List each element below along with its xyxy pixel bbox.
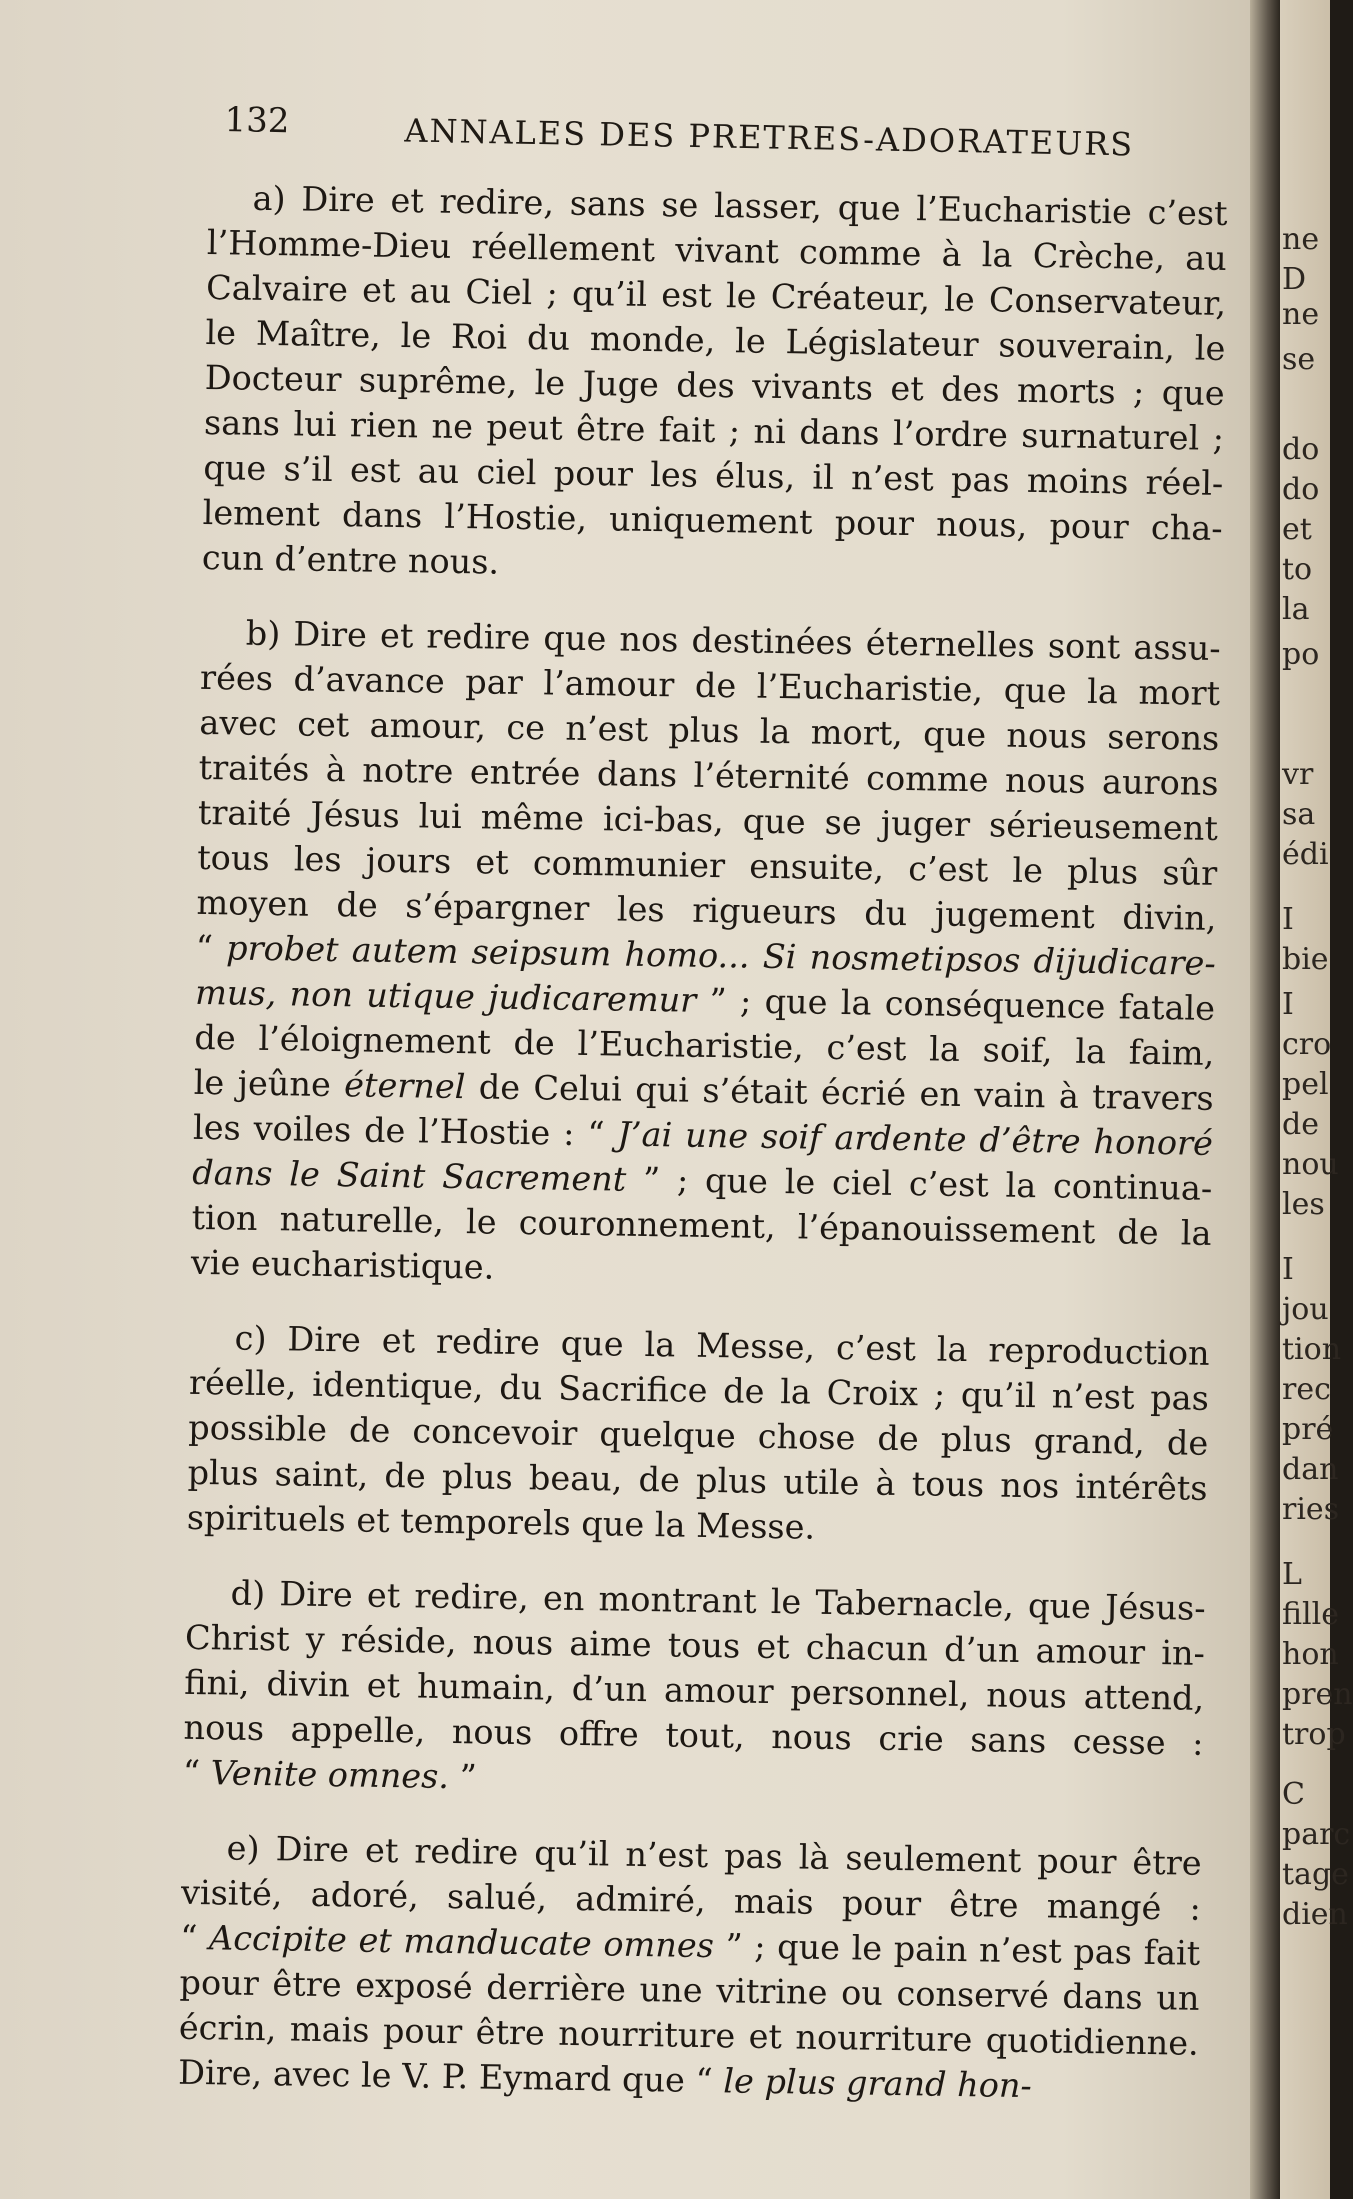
italic-text: probet autem seipsum homo... Si nosmetipsos dijudicare- xyxy=(225,928,1217,983)
text-run: moyen de s’épargner les rigueurs du jugement divin, xyxy=(196,882,1217,938)
text-run: “ xyxy=(195,927,227,968)
text-run: d) Dire et redire, en montrant le Tabernacle, que Jésus- xyxy=(230,1573,1206,1628)
text-run: tous les jours et communier ensuite, c’est le plus sûr xyxy=(196,837,1218,893)
facing-page-fragment: jou xyxy=(1282,1292,1329,1327)
facing-page-fragment: dien xyxy=(1282,1897,1348,1932)
facing-page-fragment: I xyxy=(1282,987,1294,1022)
facing-page-fragment: et xyxy=(1282,512,1312,547)
italic-text: J’ai une soif ardente d’être honoré xyxy=(617,1114,1214,1163)
paragraph xyxy=(187,1315,1250,1557)
text-run: Dire, avec le V. P. Eymard que “ xyxy=(177,2052,724,2101)
facing-page-fragment: po xyxy=(1282,637,1320,672)
facing-page-fragment: édi xyxy=(1282,837,1329,872)
text-run: de l’éloignement de l’Eucharistie, c’est la soif, la faim, xyxy=(194,1017,1215,1073)
facing-page-fragment: de xyxy=(1282,1107,1319,1142)
facing-page-fragment: tage xyxy=(1282,1857,1349,1892)
italic-text: éternel xyxy=(343,1065,466,1107)
facing-page-fragment: I xyxy=(1282,1252,1294,1287)
text-run: traités à notre entrée dans l’éternité comme nous aurons xyxy=(198,747,1219,803)
text-run: visité, adoré, salué, admiré, mais pour être mangé : xyxy=(180,1872,1202,1928)
facing-page-fragment: ne xyxy=(1282,297,1320,332)
text-run: e) Dire et redire qu’il n’est pas là seulement pour être xyxy=(226,1828,1202,1883)
facing-page-fragment: la xyxy=(1282,592,1310,627)
italic-text: le plus grand hon- xyxy=(723,2061,1033,2106)
italic-text: dans le Saint Sacrement xyxy=(192,1152,627,1199)
facing-page-fragment: parc xyxy=(1282,1817,1351,1852)
text-run: c) Dire et redire que la Messe, c’est la reproduction xyxy=(234,1318,1210,1373)
facing-page-fragment: les xyxy=(1282,1187,1325,1222)
text-run: cun d’entre nous. xyxy=(201,537,500,582)
text-run: le jeûne xyxy=(193,1062,345,1105)
text-run: ” xyxy=(448,1756,478,1797)
text-run: rées d’avance par l’amour de l’Eucharistie, que la mort xyxy=(199,657,1221,713)
text-run: fini, divin et humain, d’un amour personnel, nous attend, xyxy=(184,1662,1205,1718)
text-run: que s’il est au ciel pour les élus, il n’est pas moins réel- xyxy=(203,447,1224,503)
facing-page-fragment: cro xyxy=(1282,1027,1332,1062)
facing-page-fragment: ne xyxy=(1282,222,1320,257)
text-run: traité Jésus lui même ici-bas, que se juger sérieusement xyxy=(197,792,1219,848)
text-run: Christ y réside, nous aime tous et chacun d’un amour in- xyxy=(184,1617,1206,1673)
page-number: 132 xyxy=(224,100,290,142)
text-run: Calvaire et au Ciel ; qu’il est le Créateur, le Conservateur, xyxy=(205,267,1227,324)
facing-page-fragment: dan xyxy=(1282,1452,1339,1487)
text-run: ” ; que le pain n’est pas fait xyxy=(713,1926,1201,1973)
facing-page-fragment: tion xyxy=(1282,1332,1342,1367)
paragraph xyxy=(183,1570,1246,1812)
facing-page-fragment: I xyxy=(1282,902,1294,937)
paragraph xyxy=(191,610,1261,1302)
text-run: Docteur suprême, le Juge des vivants et des morts ; que xyxy=(204,357,1225,413)
italic-text: Accipite et manducate omnes xyxy=(208,1918,715,1966)
text-run: avec cet amour, ce n’est plus la mort, que nous serons xyxy=(199,702,1220,758)
facing-page-fragment: trop xyxy=(1282,1717,1346,1752)
text-run: lement dans l’Hostie, uniquement pour nous, pour cha- xyxy=(202,492,1223,548)
facing-page-fragment: do xyxy=(1282,472,1320,507)
page-header xyxy=(224,100,1135,167)
facing-page-fragment: pel xyxy=(1282,1067,1329,1102)
text-run: les voiles de l’Hostie : “ xyxy=(192,1107,618,1154)
text-run: pour être exposé derrière une vitrine ou conservé dans un xyxy=(179,1962,1200,2018)
facing-page-fragment: ries xyxy=(1282,1492,1340,1527)
text-run: vie eucharistique. xyxy=(190,1242,495,1287)
paragraph xyxy=(178,1825,1242,2112)
text-run: b) Dire et redire que nos destinées éternelles sont assu- xyxy=(245,613,1221,668)
italic-text: Venite omnes. xyxy=(210,1753,450,1796)
facing-page-fragment: do xyxy=(1282,432,1320,467)
facing-page-fragment: pren xyxy=(1282,1677,1353,1712)
facing-page-fragment: pré xyxy=(1282,1412,1334,1447)
facing-page-fragment: rec xyxy=(1282,1372,1331,1407)
italic-text: mus, non utique judicaremur xyxy=(194,972,697,1020)
facing-page-fragment: vr xyxy=(1282,757,1314,792)
text-run: spirituels et temporels que la Messe. xyxy=(186,1497,816,1547)
text-run: sans lui rien ne peut être fait ; ni dans l’ordre surnaturel ; xyxy=(203,402,1225,458)
text-run: écrin, mais pour être nourriture et nourriture quotidienne. xyxy=(178,2007,1200,2063)
facing-page-fragment: L xyxy=(1282,1557,1302,1592)
facing-page-fragment: hon xyxy=(1282,1637,1339,1672)
facing-page-fragment: se xyxy=(1282,342,1316,377)
text-run: ” ; que la conséquence fatale xyxy=(695,980,1216,1028)
book-gutter xyxy=(1250,0,1280,2199)
text-run: possible de concevoir quelque chose de plus grand, de xyxy=(188,1407,1209,1463)
text-run: nous appelle, nous offre tout, nous crie sans cesse : xyxy=(183,1707,1204,1763)
facing-page-fragment: sa xyxy=(1282,797,1316,832)
text-run: le Maître, le Roi du monde, le Législateur souverain, le xyxy=(205,312,1226,368)
text-run: tion naturelle, le couronnement, l’épanouissement de la xyxy=(191,1197,1212,1253)
facing-page-edge xyxy=(1280,0,1353,2199)
text-run: “ xyxy=(180,1917,210,1958)
text-run: a) Dire et redire, sans se lasser, que l’Eucharistie c’est xyxy=(252,178,1228,234)
running-head: ANNALES DES PRETRES-ADORATEURS xyxy=(404,111,1135,164)
facing-page-fragment: C xyxy=(1282,1777,1305,1812)
paragraph xyxy=(202,175,1268,597)
facing-page-fragment: D xyxy=(1282,262,1307,297)
text-run: de Celui qui s’était écrié en vain à travers xyxy=(465,1067,1214,1118)
facing-page-fragment: to xyxy=(1282,552,1313,587)
facing-page-fragment: bie xyxy=(1282,942,1329,977)
facing-page-fragment: fille xyxy=(1282,1597,1339,1632)
facing-page-fragment: nou xyxy=(1282,1147,1339,1182)
text-run: plus saint, de plus beau, de plus utile à tous nos intérêts xyxy=(187,1452,1208,1508)
page-body xyxy=(177,175,1267,2141)
text-run: ” ; que le ciel c’est la continua- xyxy=(625,1159,1213,1208)
text-run: l’Homme-Dieu réellement vivant comme à la Crèche, au xyxy=(206,222,1228,279)
text-run: réelle, identique, du Sacrifice de la Croix ; qu’il n’est pas xyxy=(188,1362,1210,1418)
text-run: “ xyxy=(182,1752,211,1793)
